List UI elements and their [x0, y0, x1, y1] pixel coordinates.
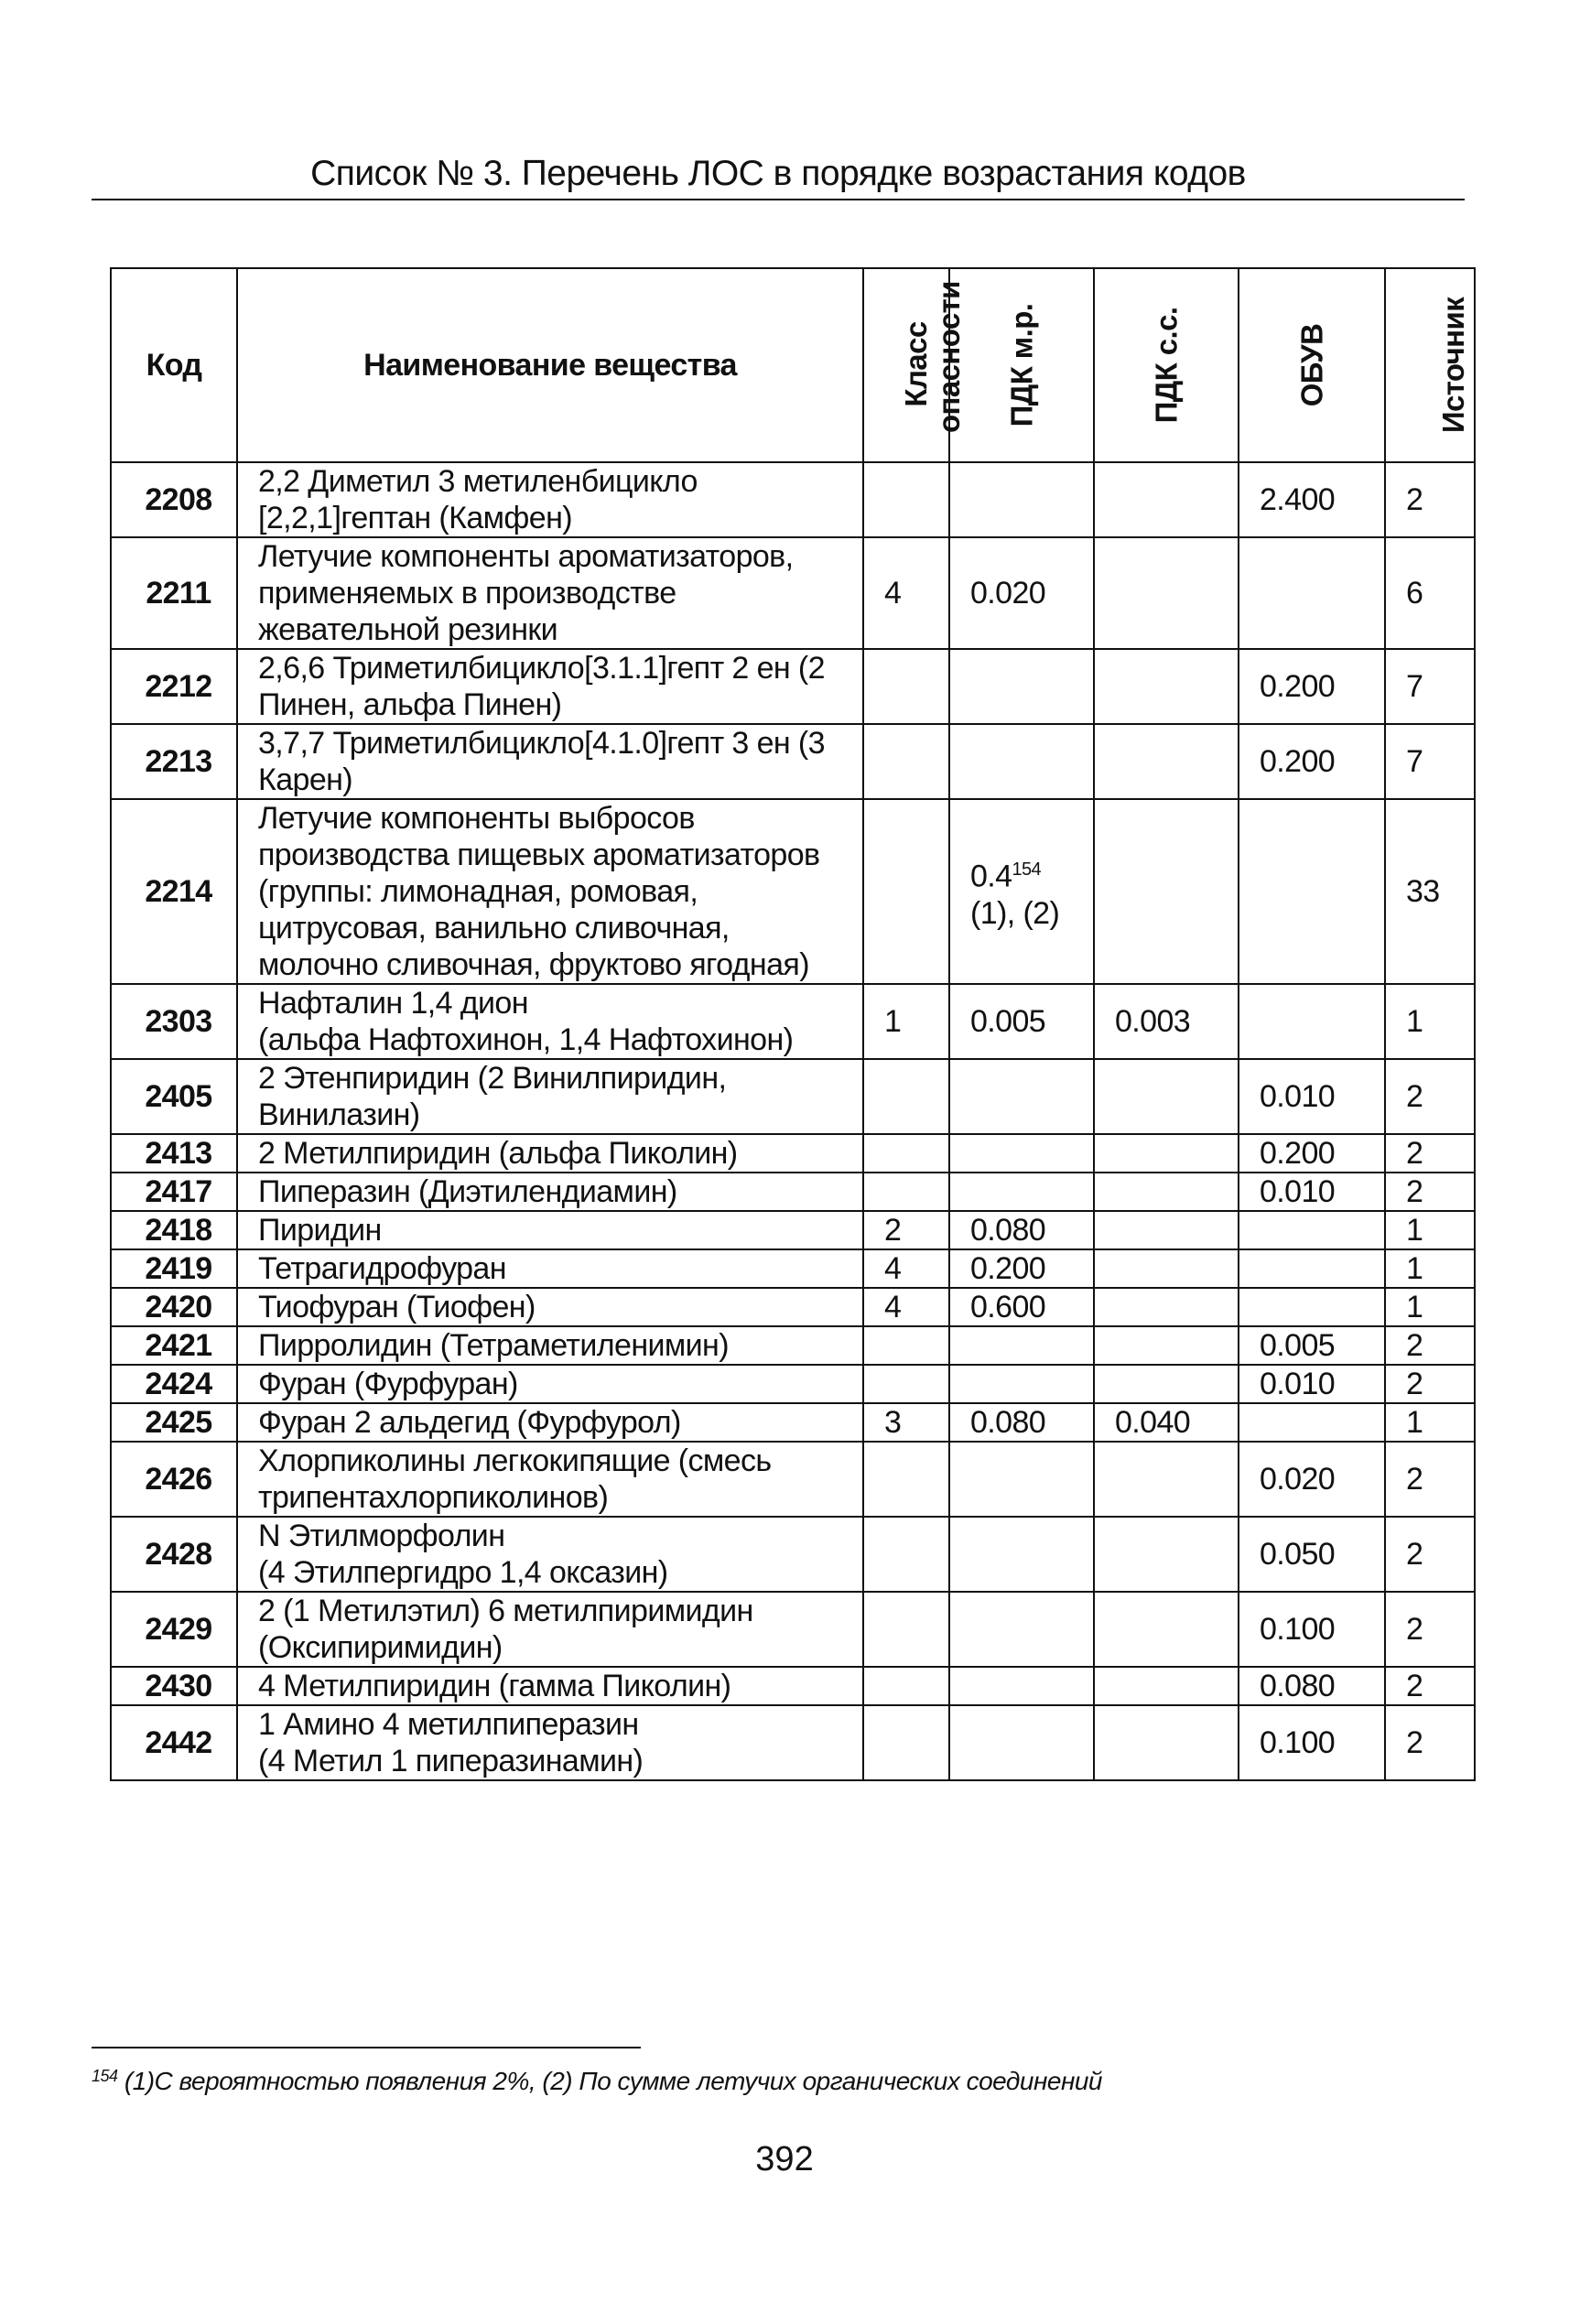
cell-name: 2,6,6 Триметилбицикло[3.1.1]гепт 2 ен (2 Пинен, альфа Пинен) [237, 649, 863, 724]
table-row [111, 1211, 1475, 1249]
col-header-pdk-mr [949, 268, 1094, 462]
footnote-ref: 154 [1012, 859, 1042, 881]
cell-obuv: 0.080 [1239, 1667, 1385, 1705]
cell-code: 2425 [111, 1403, 237, 1442]
cell-pdk-ss [1094, 1517, 1239, 1592]
header-rule [92, 199, 1465, 200]
cell-obuv: 0.200 [1239, 1134, 1385, 1173]
cell-source: 7 [1385, 649, 1475, 724]
cell-pdk-mr-value: 0.4 [970, 859, 1012, 894]
cell-pdk-ss: 0.003 [1094, 984, 1239, 1059]
cell-pdk-ss [1094, 1288, 1239, 1326]
col-header-code: Код [111, 268, 237, 462]
cell-code: 2421 [111, 1326, 237, 1365]
cell-pdk-mr [949, 724, 1094, 799]
cell-obuv [1239, 537, 1385, 649]
cell-name: Тетрагидрофуран [237, 1249, 863, 1288]
table-row [111, 649, 1475, 724]
cell-obuv [1239, 799, 1385, 984]
cell-pdk-mr [949, 1442, 1094, 1517]
cell-name: 2 (1 Метилэтил) 6 метилпиримидин (Оксипиримидин) [237, 1592, 863, 1667]
col-header-pdk-ss [1094, 268, 1239, 462]
cell-pdk-mr: 0.020 [949, 537, 1094, 649]
col-header-source-label: Источник [1436, 297, 1471, 434]
col-header-pdk-mr-label: ПДК м.р. [1004, 303, 1038, 427]
cell-name: Пирролидин (Тетраметиленимин) [237, 1326, 863, 1365]
cell-obuv: 0.020 [1239, 1442, 1385, 1517]
cell-hazard-class [863, 1365, 949, 1403]
cell-source: 1 [1385, 984, 1475, 1059]
cell-hazard-class: 3 [863, 1403, 949, 1442]
cell-source: 2 [1385, 1059, 1475, 1134]
cell-source: 2 [1385, 1134, 1475, 1173]
cell-pdk-mr: 0.080 [949, 1211, 1094, 1249]
cell-name: Летучие компоненты ароматизаторов, применяемых в производстве жевательной резинки [237, 537, 863, 649]
cell-pdk-ss [1094, 1173, 1239, 1211]
cell-pdk-mr [949, 799, 1094, 984]
cell-pdk-ss [1094, 649, 1239, 724]
cell-hazard-class [863, 724, 949, 799]
cell-hazard-class [863, 799, 949, 984]
col-header-obuv-label: ОБУВ [1294, 323, 1328, 407]
cell-pdk-mr: 0.005 [949, 984, 1094, 1059]
table-row [111, 1288, 1475, 1326]
cell-obuv: 0.200 [1239, 724, 1385, 799]
cell-pdk-ss [1094, 462, 1239, 537]
cell-name: 1 Амино 4 метилпиперазин (4 Метил 1 пиперазинамин) [237, 1705, 863, 1780]
cell-hazard-class [863, 1592, 949, 1667]
cell-code: 2424 [111, 1365, 237, 1403]
cell-pdk-mr: 0.200 [949, 1249, 1094, 1288]
cell-hazard-class [863, 1059, 949, 1134]
col-header-obuv [1239, 268, 1385, 462]
cell-source: 2 [1385, 1517, 1475, 1592]
cell-pdk-mr [949, 1592, 1094, 1667]
cell-pdk-ss [1094, 799, 1239, 984]
cell-obuv: 0.010 [1239, 1173, 1385, 1211]
page-number: 392 [755, 2140, 814, 2178]
cell-pdk-mr [949, 1326, 1094, 1365]
cell-hazard-class: 4 [863, 1288, 949, 1326]
cell-hazard-class [863, 1134, 949, 1173]
cell-source: 2 [1385, 1442, 1475, 1517]
cell-source: 2 [1385, 462, 1475, 537]
table-row [111, 724, 1475, 799]
table-row [111, 1403, 1475, 1442]
cell-name: 4 Метилпиридин (гамма Пиколин) [237, 1667, 863, 1705]
col-header-pdk-ss-label: ПДК с.с. [1149, 307, 1183, 424]
cell-pdk-mr-sub: (1), (2) [970, 895, 1060, 931]
table-row [111, 1249, 1475, 1288]
cell-name: 3,7,7 Триметилбицикло[4.1.0]гепт 3 ен (3 Карен) [237, 724, 863, 799]
cell-pdk-ss [1094, 724, 1239, 799]
cell-hazard-class: 1 [863, 984, 949, 1059]
col-header-name: Наименование вещества [237, 268, 863, 462]
cell-source: 2 [1385, 1705, 1475, 1780]
table-row [111, 1667, 1475, 1705]
cell-obuv [1239, 1288, 1385, 1326]
cell-hazard-class: 4 [863, 537, 949, 649]
cell-pdk-ss [1094, 1134, 1239, 1173]
cell-name: 2 Этенпиридин (2 Винилпиридин, Винилазин) [237, 1059, 863, 1134]
footnote [92, 2067, 1465, 2096]
cell-hazard-class [863, 1705, 949, 1780]
cell-source: 2 [1385, 1592, 1475, 1667]
col-header-hazard-class [863, 268, 966, 462]
table-row [111, 1442, 1475, 1517]
cell-code: 2303 [111, 984, 237, 1059]
cell-hazard-class: 4 [863, 1249, 949, 1288]
cell-pdk-ss [1094, 537, 1239, 649]
cell-hazard-class: 2 [863, 1211, 949, 1249]
cell-hazard-class [863, 1517, 949, 1592]
table-row [111, 1134, 1475, 1173]
cell-name: Хлорпиколины легкокипящие (смесь трипентахлорпиколинов) [237, 1442, 863, 1517]
cell-name: Летучие компоненты выбросов производства пищевых ароматизаторов (группы: лимонадная, ромовая, цитрусовая, ванильно сливочная, молочно сливочная, фруктово ягодная) [237, 799, 863, 984]
voc-table [110, 267, 1476, 1781]
cell-source: 1 [1385, 1403, 1475, 1442]
col-header-hazard-class-label: Класс опасности [899, 281, 966, 433]
cell-code: 2417 [111, 1173, 237, 1211]
cell-name: 2,2 Диметил 3 метиленбицикло [2,2,1]гептан (Камфен) [237, 462, 863, 537]
cell-hazard-class [863, 649, 949, 724]
cell-name: Фуран 2 альдегид (Фурфурол) [237, 1403, 863, 1442]
cell-code: 2429 [111, 1592, 237, 1667]
cell-code: 2405 [111, 1059, 237, 1134]
table-row [111, 1173, 1475, 1211]
table-row [111, 462, 1475, 537]
cell-pdk-mr [949, 462, 1094, 537]
cell-source: 6 [1385, 537, 1475, 649]
cell-source: 2 [1385, 1326, 1475, 1365]
cell-hazard-class [863, 462, 949, 537]
table-row [111, 1592, 1475, 1667]
cell-name: Нафталин 1,4 дион (альфа Нафтохинон, 1,4 Нафтохинон) [237, 984, 863, 1059]
cell-pdk-ss [1094, 1705, 1239, 1780]
cell-code: 2442 [111, 1705, 237, 1780]
cell-pdk-ss [1094, 1326, 1239, 1365]
cell-code: 2211 [111, 537, 237, 649]
table-row [111, 1326, 1475, 1365]
cell-obuv [1239, 984, 1385, 1059]
table-row [111, 984, 1475, 1059]
cell-code: 2213 [111, 724, 237, 799]
table-row [111, 1365, 1475, 1403]
cell-pdk-ss [1094, 1211, 1239, 1249]
cell-source: 7 [1385, 724, 1475, 799]
cell-pdk-ss [1094, 1667, 1239, 1705]
cell-code: 2430 [111, 1667, 237, 1705]
cell-hazard-class [863, 1667, 949, 1705]
cell-name: N Этилморфолин (4 Этилпергидро 1,4 оксазин) [237, 1517, 863, 1592]
cell-pdk-mr: 0.080 [949, 1403, 1094, 1442]
cell-pdk-ss [1094, 1442, 1239, 1517]
cell-code: 2420 [111, 1288, 237, 1326]
cell-code: 2214 [111, 799, 237, 984]
cell-code: 2212 [111, 649, 237, 724]
cell-obuv: 0.050 [1239, 1517, 1385, 1592]
cell-obuv: 0.100 [1239, 1705, 1385, 1780]
cell-source: 2 [1385, 1173, 1475, 1211]
cell-pdk-mr [949, 1517, 1094, 1592]
table-header-row [111, 268, 1475, 462]
cell-obuv [1239, 1249, 1385, 1288]
footnote-number: 154 [92, 2067, 118, 2085]
cell-pdk-mr: 0.600 [949, 1288, 1094, 1326]
cell-source: 2 [1385, 1365, 1475, 1403]
cell-pdk-ss [1094, 1365, 1239, 1403]
table-row [111, 1517, 1475, 1592]
cell-code: 2428 [111, 1517, 237, 1592]
cell-name: Тиофуран (Тиофен) [237, 1288, 863, 1326]
cell-code: 2426 [111, 1442, 237, 1517]
cell-pdk-ss [1094, 1249, 1239, 1288]
cell-obuv: 0.010 [1239, 1365, 1385, 1403]
cell-pdk-mr [949, 1173, 1094, 1211]
cell-source: 33 [1385, 799, 1475, 984]
cell-obuv: 2.400 [1239, 462, 1385, 537]
cell-pdk-mr [949, 1134, 1094, 1173]
cell-hazard-class [863, 1173, 949, 1211]
cell-obuv [1239, 1211, 1385, 1249]
cell-name: Пиперазин (Диэтилендиамин) [237, 1173, 863, 1211]
cell-source: 2 [1385, 1667, 1475, 1705]
cell-pdk-mr [949, 1365, 1094, 1403]
cell-code: 2413 [111, 1134, 237, 1173]
table-row [111, 537, 1475, 649]
cell-source: 1 [1385, 1249, 1475, 1288]
cell-obuv: 0.100 [1239, 1592, 1385, 1667]
cell-hazard-class [863, 1442, 949, 1517]
footnote-text: (1)С вероятностью появления 2%, (2) По сумме летучих органических соединений [124, 2067, 1103, 2095]
cell-pdk-ss [1094, 1592, 1239, 1667]
cell-pdk-mr [949, 1705, 1094, 1780]
cell-pdk-ss [1094, 1059, 1239, 1134]
cell-source: 1 [1385, 1288, 1475, 1326]
cell-name: 2 Метилпиридин (альфа Пиколин) [237, 1134, 863, 1173]
cell-hazard-class [863, 1326, 949, 1365]
footnote-rule [92, 2047, 641, 2048]
col-header-source [1385, 268, 1475, 462]
cell-obuv: 0.005 [1239, 1326, 1385, 1365]
cell-pdk-ss: 0.040 [1094, 1403, 1239, 1442]
cell-obuv: 0.200 [1239, 649, 1385, 724]
cell-name: Фуран (Фурфуран) [237, 1365, 863, 1403]
cell-pdk-mr [949, 1667, 1094, 1705]
page-header: Список № 3. Перечень ЛОС в порядке возрастания кодов [310, 154, 1246, 193]
table-row [111, 1059, 1475, 1134]
table-row [111, 1705, 1475, 1780]
cell-source: 1 [1385, 1211, 1475, 1249]
cell-obuv [1239, 1403, 1385, 1442]
cell-code: 2419 [111, 1249, 237, 1288]
cell-code: 2418 [111, 1211, 237, 1249]
cell-code: 2208 [111, 462, 237, 537]
cell-pdk-mr [949, 649, 1094, 724]
cell-name: Пиридин [237, 1211, 863, 1249]
table-row [111, 799, 1475, 984]
cell-obuv: 0.010 [1239, 1059, 1385, 1134]
cell-pdk-mr [949, 1059, 1094, 1134]
